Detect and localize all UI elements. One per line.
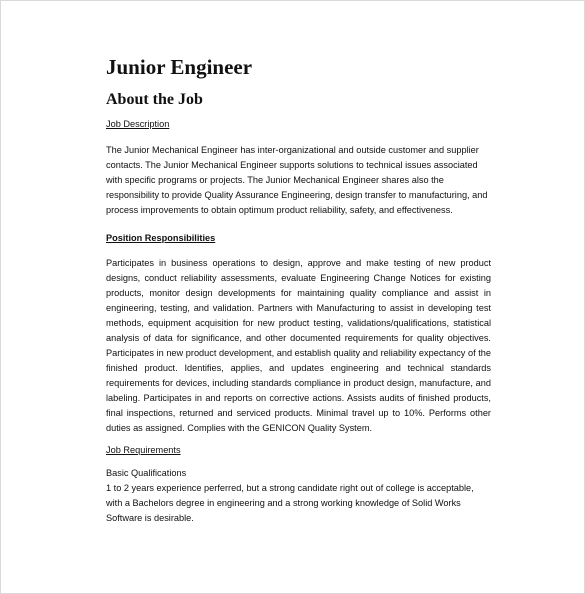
job-description-heading: Job Description <box>106 119 170 129</box>
job-requirements-heading: Job Requirements <box>106 445 181 455</box>
document-title: Junior Engineer <box>106 55 253 79</box>
basic-qualifications-text: 1 to 2 years experience perferred, but a strong candidate right out of college is acceptable, with a Bachelors degree in engineering and a strong working knowledge of Solid Works Software is desirable. <box>106 483 474 523</box>
position-responsibilities-text: Participates in business operations to design, approve and make testing of new product designs, conduct reliability assessments, evaluate Engineering Change Notices for existing products, monitor design developments for maintaining quality compliance and assist in engineering, testing, and validation. Partners with Manufacturing to assist in developing test methods, equipment acquisition for new product testing, validations/qualifications, statistical analysis of data for significance, and other documented requirements for quality objectives. Participates in new product development, and establish quality and reliability expectancy of the finished product. Identifies, applies, and updates engineering and technical standards requirements for devices, including standards compliance in product design, manufacture, and labeling. Participates in and reports on corrective actions. Assists audits of finished products, final inspections, returned and serviced products. Minimal travel up to 10%. Performs other duties as assigned. Complies with the GENICON Quality System. <box>106 258 491 433</box>
document-content <box>106 53 491 526</box>
job-description-text: The Junior Mechanical Engineer has inter-organizational and outside customer and supplier contacts. The Junior Mechanical Engineer supports solutions to technical issues associated with specific programs or projects. The Junior Mechanical Engineer shares also the responsibility to provide Quality Assurance Engineering, design transfer to manufacturing, and process improvements to obtain optimum product reliability, safety, and effectiveness. <box>106 145 488 215</box>
position-responsibilities-heading: Position Responsibilities <box>106 233 216 243</box>
basic-qualifications-label: Basic Qualifications <box>106 468 187 478</box>
document-subtitle: About the Job <box>106 91 203 108</box>
